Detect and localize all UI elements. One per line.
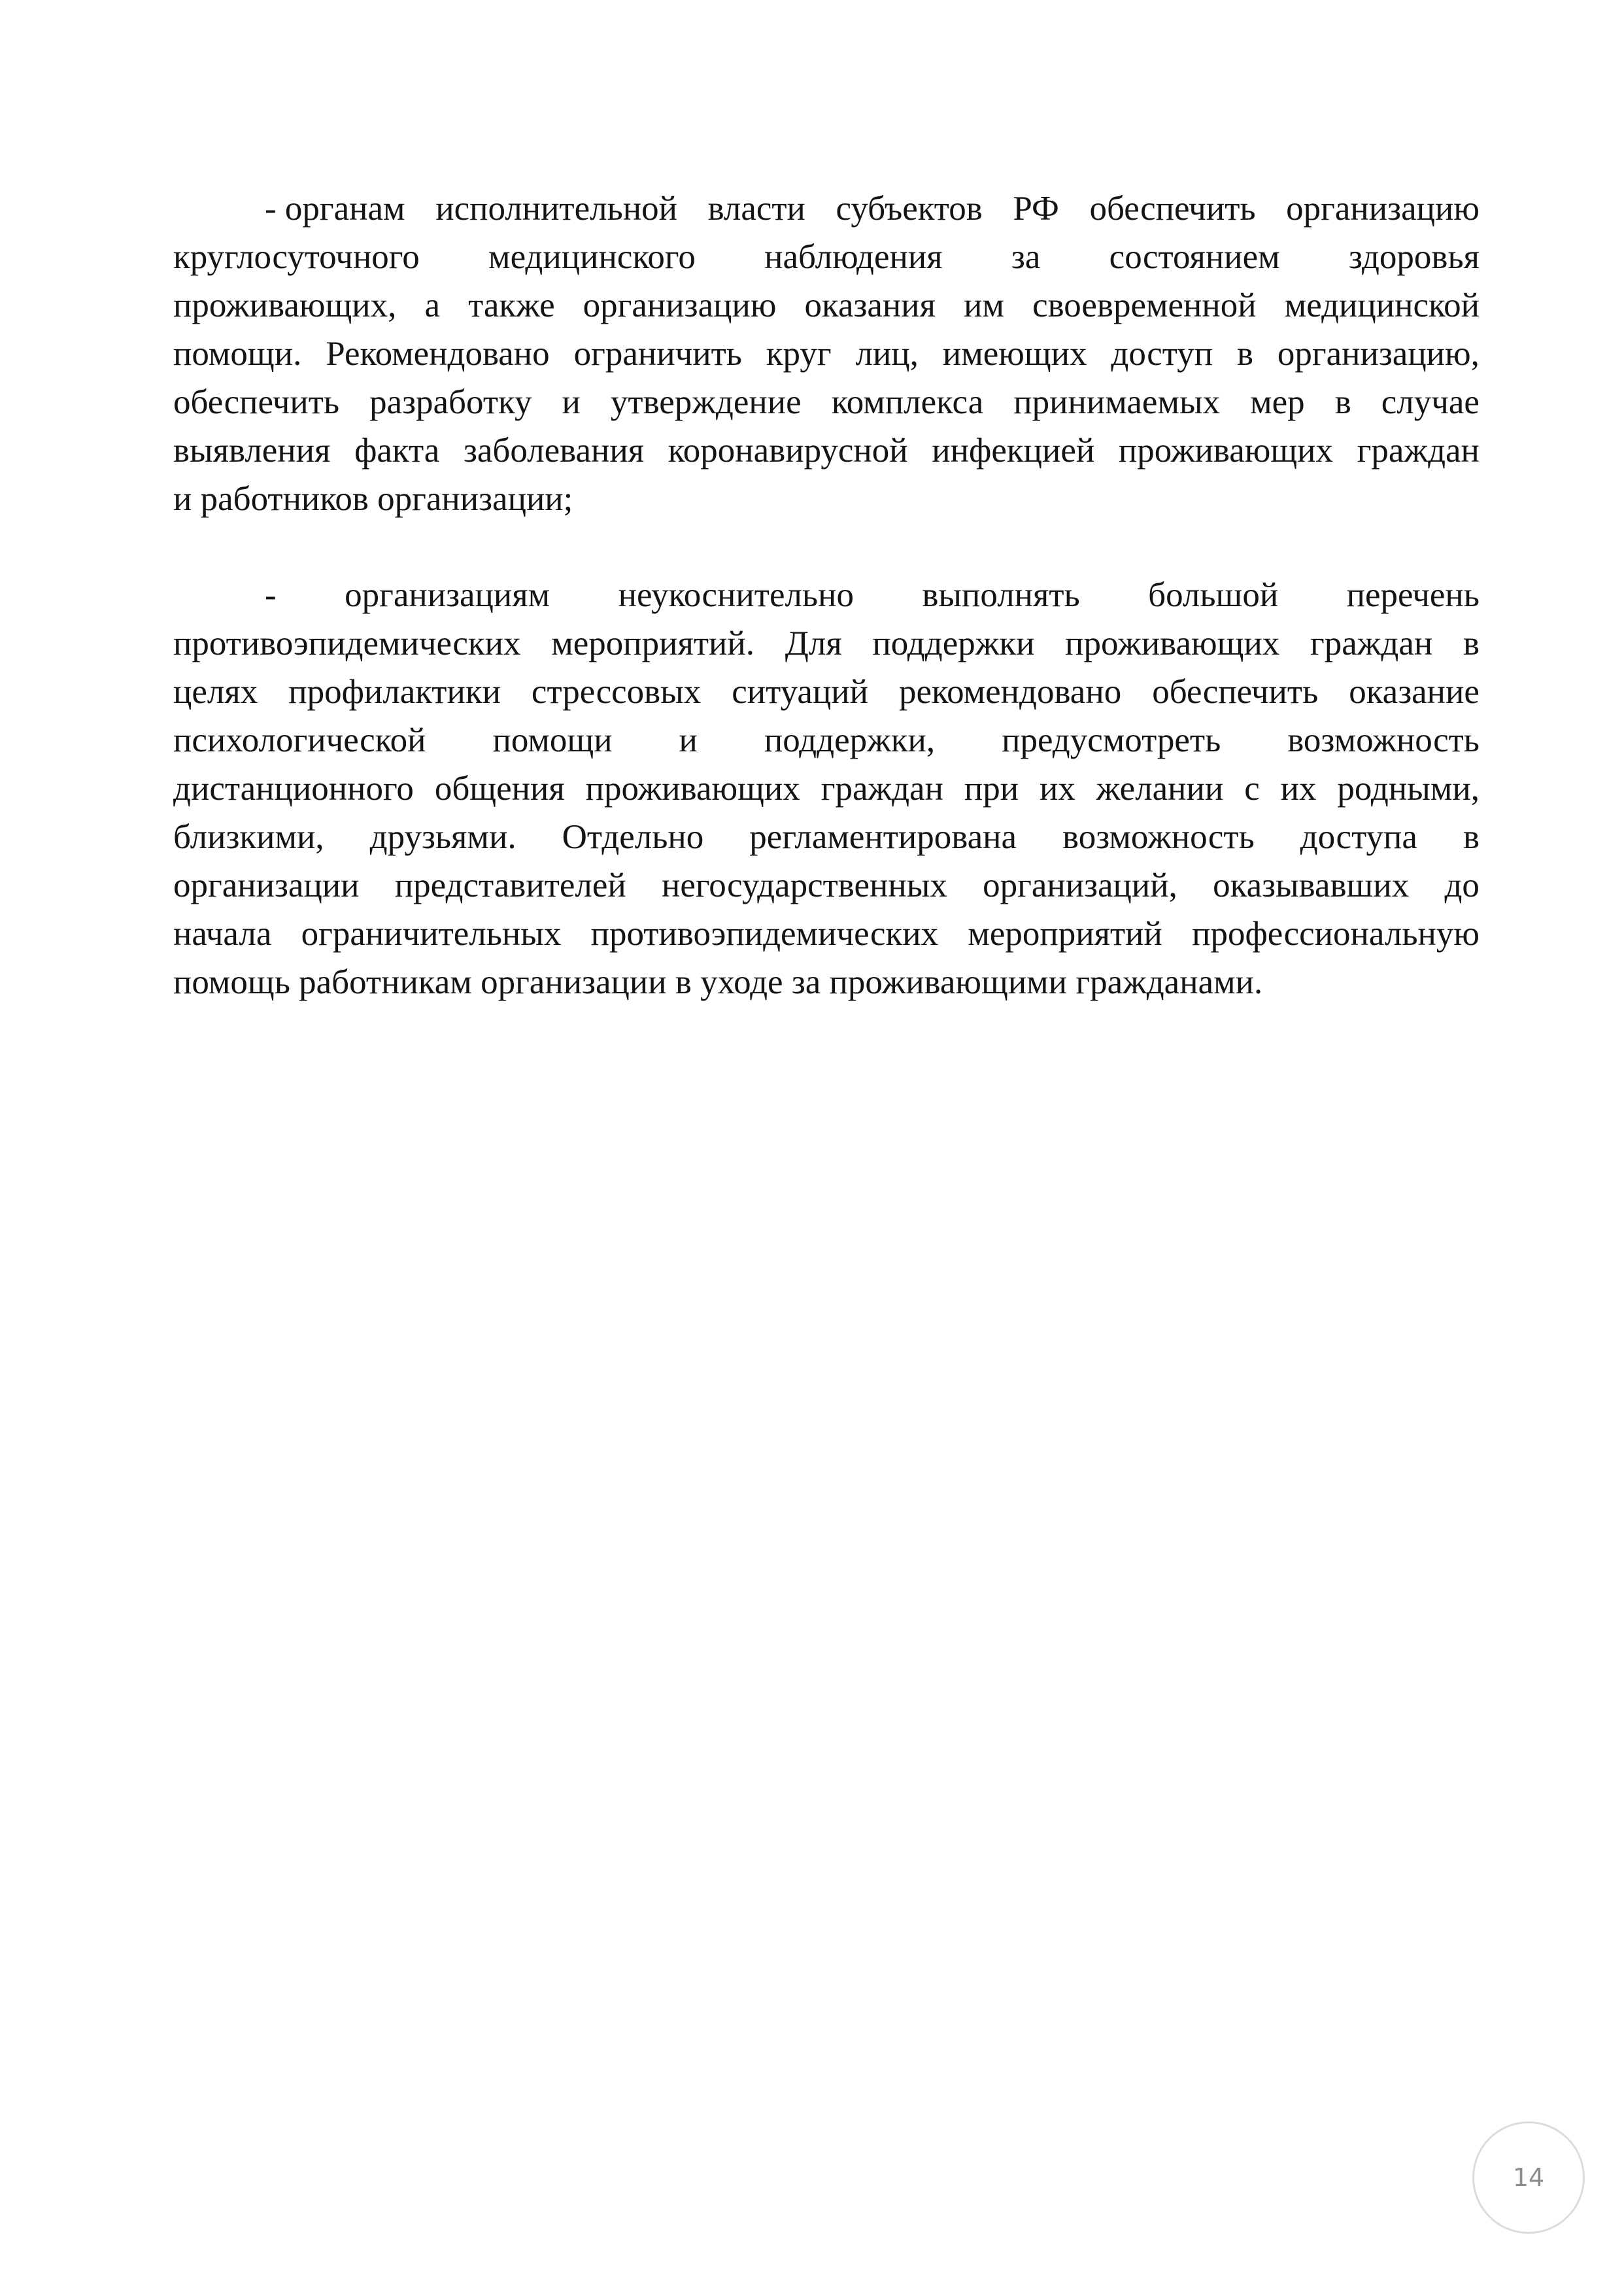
- word: с: [1244, 770, 1260, 808]
- word: РФ: [1013, 190, 1059, 228]
- word: организаций,: [983, 866, 1177, 904]
- word: оказание: [1349, 673, 1480, 711]
- word: им: [964, 286, 1005, 324]
- word: дистанционного: [173, 770, 414, 808]
- word: Для: [785, 625, 842, 662]
- word: помощи.: [173, 335, 302, 373]
- word: родными,: [1337, 770, 1480, 808]
- word: также: [468, 286, 555, 324]
- word: наблюдения: [764, 238, 943, 276]
- word: целях: [173, 673, 258, 711]
- word: общения: [434, 770, 565, 808]
- word: доступа: [1300, 818, 1417, 856]
- text-line: [173, 716, 1480, 764]
- word: в: [1463, 625, 1480, 662]
- word: оказывавших: [1213, 866, 1410, 904]
- word: инфекцией: [932, 432, 1095, 470]
- word: состоянием: [1109, 238, 1280, 276]
- text-line: [173, 281, 1480, 330]
- text-line: [173, 619, 1480, 668]
- word: их: [1039, 770, 1075, 808]
- word: в: [1236, 335, 1253, 373]
- word: организацию,: [1277, 335, 1480, 373]
- word: организациям: [345, 576, 550, 614]
- word: круглосуточного: [173, 238, 420, 276]
- word: близкими,: [173, 818, 324, 856]
- word: заболевания: [463, 432, 645, 470]
- text-line: [173, 330, 1480, 378]
- word: профилактики: [288, 673, 501, 711]
- word: за: [1011, 238, 1041, 276]
- word: коронавирусной: [668, 432, 908, 470]
- word: их: [1280, 770, 1317, 808]
- word: случае: [1381, 383, 1480, 421]
- word: в: [1463, 818, 1480, 856]
- word: комплекса: [831, 383, 984, 421]
- word: неукоснительно: [618, 576, 854, 614]
- word: и: [679, 721, 698, 759]
- word: противоэпидемических: [590, 915, 939, 953]
- word: ограничительных: [301, 915, 562, 953]
- word: проживающих,: [173, 286, 397, 324]
- word: представителей: [394, 866, 626, 904]
- word: исполнительной: [435, 190, 677, 228]
- word: круг: [766, 335, 832, 373]
- word: доступ: [1111, 335, 1213, 373]
- text-line: [173, 571, 1480, 619]
- word: Рекомендовано: [326, 335, 550, 373]
- word: психологической: [173, 721, 426, 759]
- text-line: [173, 426, 1480, 475]
- word: возможность: [1062, 818, 1255, 856]
- word: медицинского: [488, 238, 696, 276]
- word: при: [964, 770, 1019, 808]
- word: лиц,: [855, 335, 919, 373]
- word: стрессовых: [531, 673, 702, 711]
- word: противоэпидемических: [173, 625, 521, 662]
- page-number: 14: [1472, 2121, 1585, 2234]
- word: возможность: [1287, 721, 1480, 759]
- word: -: [265, 576, 277, 614]
- word: граждан: [820, 770, 943, 808]
- word: в: [1334, 383, 1351, 421]
- word: и работников организации;: [173, 480, 573, 518]
- text-line: [173, 233, 1480, 281]
- text-line: [173, 764, 1480, 813]
- word: мероприятий: [968, 915, 1162, 953]
- text-line: [173, 668, 1480, 716]
- word: желании: [1096, 770, 1224, 808]
- word: организацию: [1286, 190, 1480, 228]
- word: начала: [173, 915, 272, 953]
- word: проживающих: [1065, 625, 1280, 662]
- paragraph-executive-authorities: [173, 184, 1480, 523]
- word: и: [562, 383, 581, 421]
- word: до: [1444, 866, 1480, 904]
- word: обеспечить: [173, 383, 340, 421]
- word: обеспечить: [1152, 673, 1319, 711]
- word: здоровья: [1348, 238, 1480, 276]
- word: Отдельно: [562, 818, 704, 856]
- word: граждан: [1310, 625, 1433, 662]
- text-line: [173, 378, 1480, 426]
- text-line: [173, 910, 1480, 958]
- text-line: [173, 475, 1480, 523]
- word: поддержки: [872, 625, 1035, 662]
- word: имеющих: [942, 335, 1087, 373]
- word: перечень: [1346, 576, 1480, 614]
- word: рекомендовано: [899, 673, 1122, 711]
- word: своевременной: [1032, 286, 1257, 324]
- word: большой: [1148, 576, 1279, 614]
- word: ограничить: [573, 335, 742, 373]
- word: друзьями.: [369, 818, 516, 856]
- word: поддержки,: [764, 721, 936, 759]
- text-line: [173, 184, 1480, 233]
- word: мер: [1250, 383, 1305, 421]
- text-line: [173, 861, 1480, 910]
- word: факта: [354, 432, 440, 470]
- word: а: [424, 286, 440, 324]
- word: предусмотреть: [1002, 721, 1221, 759]
- text-line: [173, 958, 1480, 1006]
- word: проживающих: [585, 770, 800, 808]
- word: помощи: [492, 721, 613, 759]
- word: негосударственных: [661, 866, 947, 904]
- word: медицинской: [1284, 286, 1480, 324]
- word: мероприятий.: [551, 625, 755, 662]
- word: организацию: [583, 286, 777, 324]
- text-line: [173, 813, 1480, 861]
- word: обеспечить: [1089, 190, 1256, 228]
- word: - органам: [265, 190, 405, 228]
- word: утверждение: [610, 383, 802, 421]
- word: помощь работникам организации в уходе за проживающими гражданами.: [173, 963, 1263, 1001]
- word: ситуаций: [732, 673, 869, 711]
- word: граждан: [1357, 432, 1480, 470]
- paragraph-organizations: [173, 571, 1480, 1006]
- word: выполнять: [922, 576, 1080, 614]
- word: выявления: [173, 432, 331, 470]
- word: власти: [707, 190, 805, 228]
- word: оказания: [804, 286, 936, 324]
- word: профессиональную: [1192, 915, 1480, 953]
- word: регламентирована: [749, 818, 1017, 856]
- word: организации: [173, 866, 360, 904]
- word: проживающих: [1118, 432, 1334, 470]
- word: принимаемых: [1013, 383, 1221, 421]
- word: разработку: [369, 383, 532, 421]
- word: субъектов: [836, 190, 983, 228]
